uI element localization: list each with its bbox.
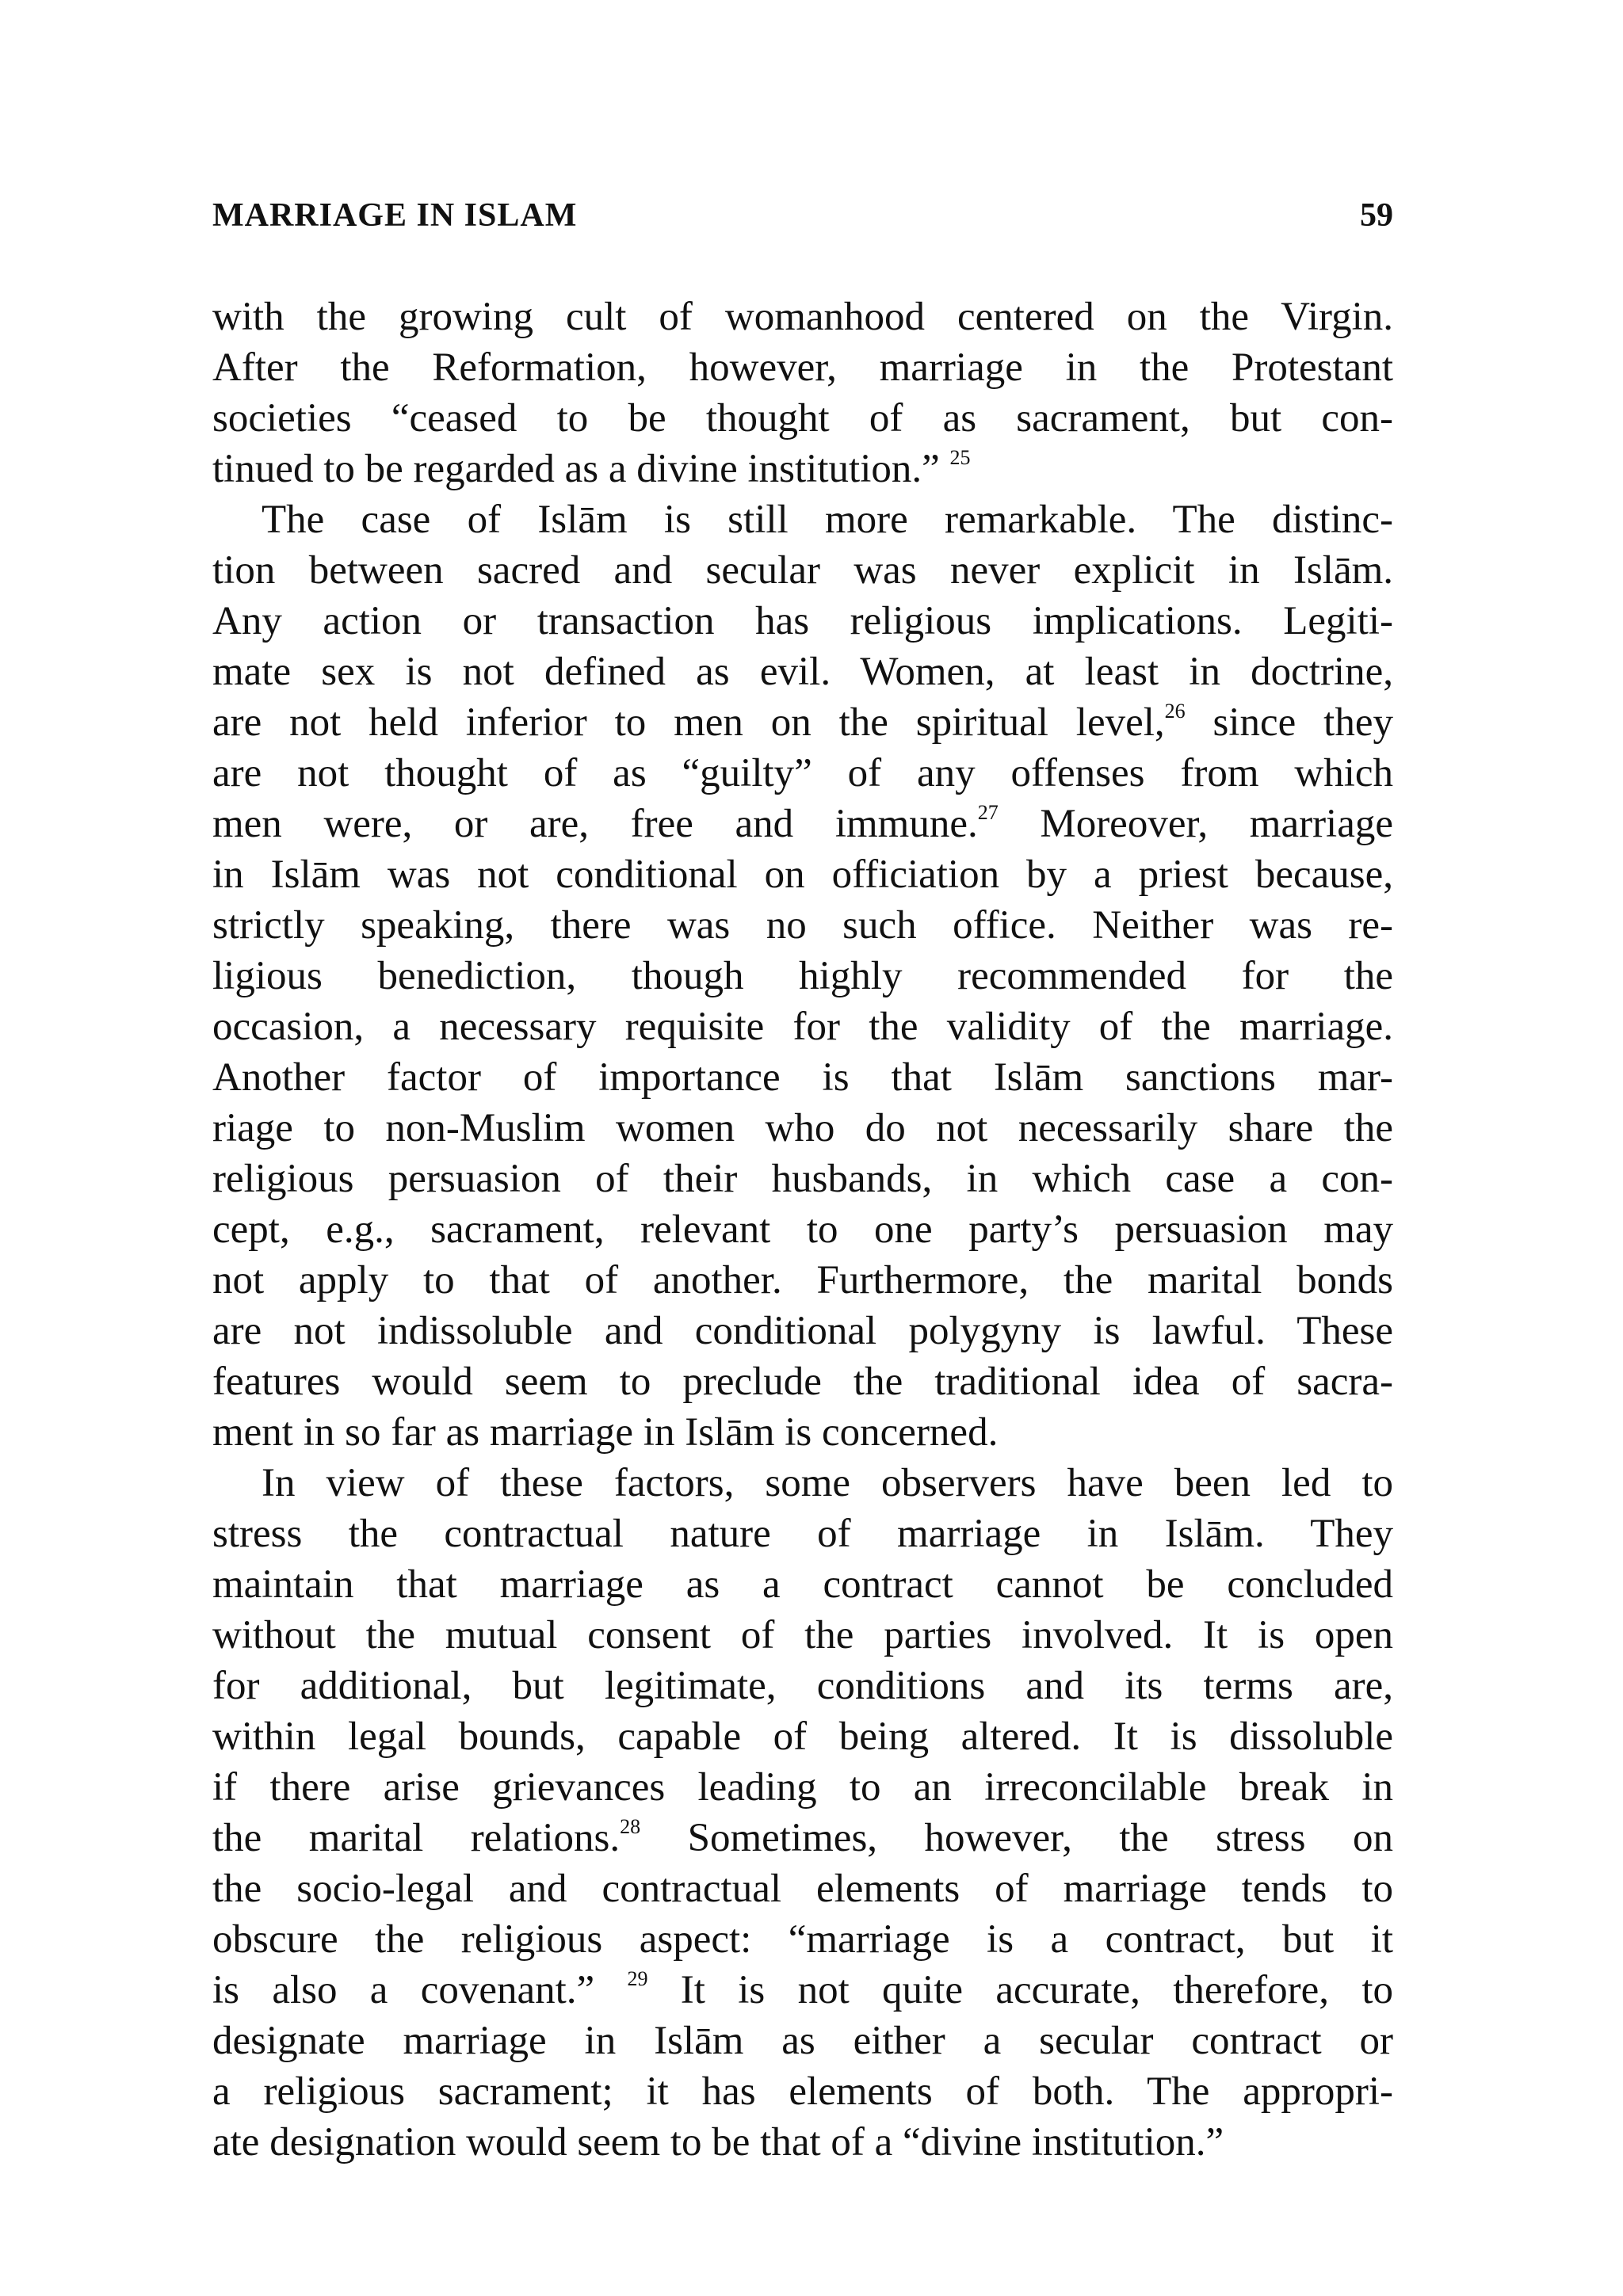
line-text: designate marriage in Islām as either a secular contract or: [212, 2019, 1393, 2063]
line-text: strictly speaking, there was no such office. Neither was re-: [212, 903, 1393, 948]
footnote-marker: 29: [627, 1967, 648, 1990]
text-line: [212, 292, 1393, 342]
text-line: [212, 1661, 1393, 1711]
text-line: [212, 1711, 1393, 1762]
paragraph: [212, 494, 1393, 1458]
line-text: without the mutual consent of the parties involved. It is open: [212, 1613, 1393, 1657]
line-text-continued: since they: [1185, 700, 1393, 745]
line-text-continued: Moreover, marriage: [998, 802, 1393, 846]
line-text: cept, e.g., sacrament, relevant to one party’s persuasion may: [212, 1207, 1393, 1252]
text-line: [212, 1001, 1393, 1052]
line-text: the socio-legal and contractual elements of marriage tends to: [212, 1867, 1393, 1911]
line-text: riage to non-Muslim women who do not necessarily share the: [212, 1106, 1393, 1150]
text-line: [212, 799, 1393, 849]
line-text: religious persuasion of their husbands, in which case a con-: [212, 1157, 1393, 1201]
line-text: After the Reformation, however, marriage in the Protestant: [212, 345, 1393, 390]
text-line: [212, 342, 1393, 393]
text-line: [212, 1255, 1393, 1306]
line-text: societies “ceased to be thought of as sacrament, but con-: [212, 396, 1393, 441]
page-number: 59: [1360, 197, 1393, 234]
line-text: ate designation would seem to be that of a “divine institution.”: [212, 2120, 1224, 2164]
footnote-marker: 26: [1164, 700, 1186, 723]
text-line: [212, 900, 1393, 951]
text-line: [212, 849, 1393, 900]
text-line: [212, 1407, 1393, 1458]
line-text: for additional, but legitimate, conditions and its terms are,: [212, 1664, 1393, 1708]
line-text: if there arise grievances leading to an irreconcilable break in: [212, 1765, 1393, 1810]
text-line: [212, 1965, 1393, 2016]
line-text: mate sex is not defined as evil. Women, at least in doctrine,: [212, 650, 1393, 694]
line-text-continued: It is not quite accurate, therefore, to: [647, 1968, 1393, 2012]
line-text: the marital relations.: [212, 1816, 621, 1860]
text-line: [212, 2016, 1393, 2066]
paragraph: [212, 1458, 1393, 2168]
text-line: [212, 494, 1393, 545]
running-head: [212, 192, 1393, 239]
text-line: [212, 1052, 1393, 1103]
text-line: [212, 1154, 1393, 1204]
line-text: are not indissoluble and conditional polygyny is lawful. These: [212, 1309, 1393, 1353]
line-text: ligious benediction, though highly recommended for the: [212, 954, 1393, 998]
text-line: [212, 1306, 1393, 1356]
line-text: is also a covenant.”: [212, 1968, 628, 2012]
line-text: tion between sacred and secular was never explicit in Islām.: [212, 548, 1393, 593]
line-text: Any action or transaction has religious implications. Legiti-: [212, 599, 1393, 643]
text-line: [212, 697, 1393, 748]
footnote-marker: 28: [620, 1815, 641, 1838]
text-line: [212, 1914, 1393, 1965]
footnote-marker: 25: [949, 446, 971, 469]
text-line: [212, 1103, 1393, 1154]
text-line: [212, 444, 1393, 494]
text-line: [212, 2066, 1393, 2117]
line-text: Another factor of importance is that Islām sanctions mar-: [212, 1055, 1393, 1100]
line-text: ment in so far as marriage in Islām is concerned.: [212, 1410, 999, 1455]
line-text: with the growing cult of womanhood centered on the Virgin.: [212, 295, 1393, 339]
line-text: features would seem to preclude the traditional idea of sacra-: [212, 1360, 1393, 1404]
line-text: a religious sacrament; it has elements of both. The appropri-: [212, 2069, 1393, 2114]
line-text: obscure the religious aspect: “marriage is a contract, but it: [212, 1917, 1393, 1962]
text-line: [212, 646, 1393, 697]
text-line: [212, 951, 1393, 1001]
text-line: [212, 2117, 1393, 2168]
text-line: [212, 1863, 1393, 1914]
line-text: are not held inferior to men on the spiritual level,: [212, 700, 1165, 745]
line-text: not apply to that of another. Furthermore, the marital bonds: [212, 1258, 1393, 1302]
text-line: [212, 1813, 1393, 1863]
running-title: MARRIAGE IN ISLAM: [212, 197, 578, 234]
line-text: occasion, a necessary requisite for the validity of the marriage.: [212, 1005, 1393, 1049]
footnote-marker: 27: [977, 801, 999, 824]
paragraph: [212, 292, 1393, 494]
line-text: in Islām was not conditional on officiation by a priest because,: [212, 852, 1393, 897]
text-line: [212, 596, 1393, 646]
text-line: [212, 1458, 1393, 1508]
line-text: stress the contractual nature of marriage in Islām. They: [212, 1512, 1393, 1556]
line-text: The case of Islām is still more remarkable. The distinc-: [262, 498, 1393, 542]
line-text: In view of these factors, some observers have been led to: [262, 1461, 1393, 1505]
line-text-continued: Sometimes, however, the stress on: [640, 1816, 1393, 1860]
text-line: [212, 545, 1393, 596]
line-text: are not thought of as “guilty” of any offenses from which: [212, 751, 1393, 795]
line-text: within legal bounds, capable of being altered. It is dissoluble: [212, 1714, 1393, 1759]
text-line: [212, 1610, 1393, 1661]
line-text: tinued to be regarded as a divine institution.”: [212, 447, 950, 491]
text-line: [212, 393, 1393, 444]
text-line: [212, 1204, 1393, 1255]
text-line: [212, 748, 1393, 799]
line-text: maintain that marriage as a contract cannot be concluded: [212, 1562, 1393, 1607]
text-line: [212, 1356, 1393, 1407]
text-line: [212, 1559, 1393, 1610]
line-text: men were, or are, free and immune.: [212, 802, 978, 846]
body-text: [212, 292, 1393, 2168]
text-line: [212, 1762, 1393, 1813]
text-line: [212, 1508, 1393, 1559]
